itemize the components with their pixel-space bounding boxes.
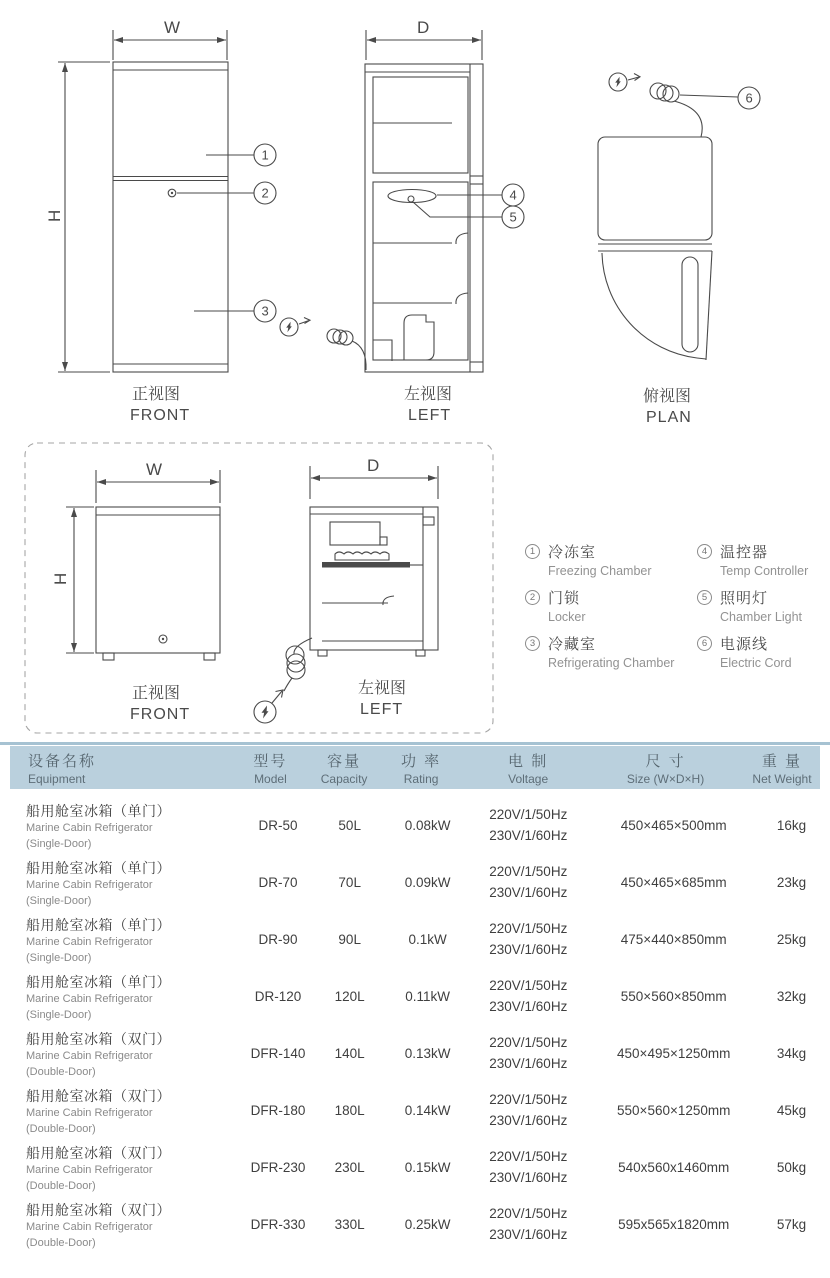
legend-item-freezing-chamber xyxy=(525,541,697,578)
legend-zh: 温控器 xyxy=(720,544,769,561)
header-equipment-en: Equipment xyxy=(28,771,86,786)
capacity-value: 330L xyxy=(334,1217,365,1232)
header-weight-zh: 重 量 xyxy=(761,752,803,770)
power-plug-icon xyxy=(609,73,640,91)
equipment-door-type: (Double-Door) xyxy=(26,1180,96,1192)
legend-zh: 冷藏室 xyxy=(548,636,597,653)
voltage-line-2: 230V/1/60Hz xyxy=(489,998,568,1014)
voltage-cell xyxy=(474,805,588,847)
equipment-name-en: Marine Cabin Refrigerator xyxy=(26,879,153,891)
small-left-cabinet-outline xyxy=(310,507,438,650)
voltage-line-2: 230V/1/60Hz xyxy=(489,1226,568,1242)
front-caption-en: FRONT xyxy=(130,407,191,424)
table-row xyxy=(0,1082,830,1139)
model-value: DR-70 xyxy=(258,875,298,890)
legend-zh: 冷冻室 xyxy=(548,544,597,561)
legend-en: Electric Cord xyxy=(720,656,792,670)
equipment-door-type: (Single-Door) xyxy=(26,1009,92,1021)
equipment-name-en: Marine Cabin Refrigerator xyxy=(26,1050,153,1062)
table-header-row xyxy=(10,746,820,789)
power-plug-icon xyxy=(280,318,310,337)
rating-value: 0.25kW xyxy=(404,1217,451,1232)
door-handle-shape xyxy=(682,257,698,352)
model-value: DFR-230 xyxy=(250,1160,306,1175)
header-weight-en: Net Weight xyxy=(752,771,812,786)
table-row xyxy=(0,1139,830,1196)
spec-table xyxy=(0,742,830,1253)
legend-column-1 xyxy=(525,541,697,679)
legend-num-6: 6 xyxy=(697,636,712,651)
equipment-name-zh: 船用舱室冰箱（单门） xyxy=(26,974,171,990)
spec-table-body xyxy=(0,797,830,1253)
small-front-width-label: W xyxy=(146,460,163,479)
header-model xyxy=(228,750,314,786)
legend-item-refrigerating-chamber xyxy=(525,633,697,670)
equipment-door-type: (Double-Door) xyxy=(26,1237,96,1249)
small-front-cabinet-outline xyxy=(96,507,220,653)
header-rating-zh: 功 率 xyxy=(401,752,442,770)
equipment-cell xyxy=(0,1143,238,1192)
evaporator-box-shape xyxy=(330,522,380,545)
size-value: 550×560×850mm xyxy=(620,989,727,1004)
size-value: 540x560x1460mm xyxy=(618,1160,730,1175)
legend-item-locker xyxy=(525,587,697,624)
plan-caption-zh: 俯视图 xyxy=(643,388,692,405)
legend-num-1: 1 xyxy=(525,544,540,559)
voltage-line-2: 230V/1/60Hz xyxy=(489,941,568,957)
voltage-cell xyxy=(474,1033,588,1075)
left-caption-en: LEFT xyxy=(408,407,452,424)
left-cabinet-outline xyxy=(365,64,483,372)
plan-caption-en: PLAN xyxy=(646,409,692,426)
legend-column-2 xyxy=(697,541,808,679)
shelf-bar-shape xyxy=(322,562,410,568)
rating-value: 0.11kW xyxy=(405,989,450,1004)
legend-en: Locker xyxy=(548,610,586,624)
voltage-cell xyxy=(474,919,588,961)
weight-value: 16kg xyxy=(776,818,807,833)
left-view-drawing xyxy=(365,18,524,424)
header-capacity xyxy=(313,750,375,786)
weight-value: 34kg xyxy=(776,1046,807,1061)
model-value: DFR-330 xyxy=(250,1217,306,1232)
header-voltage-en: Voltage xyxy=(508,771,549,786)
equipment-door-type: (Double-Door) xyxy=(26,1066,96,1078)
model-value: DFR-180 xyxy=(250,1103,306,1118)
equipment-name-zh: 船用舱室冰箱（双门） xyxy=(26,1088,171,1104)
header-capacity-en: Capacity xyxy=(320,771,368,786)
equipment-name-zh: 船用舱室冰箱（双门） xyxy=(26,1202,171,1218)
door-swing-arc xyxy=(602,253,697,358)
capacity-value: 90L xyxy=(338,932,361,947)
front-view-drawing xyxy=(45,18,366,424)
capacity-value: 120L xyxy=(334,989,365,1004)
legend-en: Refrigerating Chamber xyxy=(548,656,675,670)
small-front-caption-zh: 正视图 xyxy=(132,685,181,702)
weight-value: 50kg xyxy=(776,1160,807,1175)
weight-value: 23kg xyxy=(776,875,807,890)
legend-num-2: 2 xyxy=(525,590,540,605)
header-model-en: Model xyxy=(254,771,287,786)
left-caption-zh: 左视图 xyxy=(404,386,453,403)
model-value: DR-120 xyxy=(254,989,302,1004)
voltage-line-1: 220V/1/50Hz xyxy=(489,806,568,822)
small-front-caption-en: FRONT xyxy=(130,706,191,723)
voltage-line-1: 220V/1/50Hz xyxy=(489,863,568,879)
table-top-rule xyxy=(0,742,830,745)
legend-item-electric-cord xyxy=(697,633,808,670)
rating-value: 0.1kW xyxy=(408,932,447,947)
header-size xyxy=(577,750,744,786)
table-row xyxy=(0,1025,830,1082)
rating-value: 0.08kW xyxy=(404,818,451,833)
voltage-line-1: 220V/1/50Hz xyxy=(489,1091,568,1107)
weight-value: 25kg xyxy=(776,932,807,947)
callout-4: 4 xyxy=(509,187,517,203)
small-left-caption-zh: 左视图 xyxy=(358,680,407,697)
header-model-zh: 型号 xyxy=(253,752,288,770)
voltage-cell xyxy=(474,1090,588,1132)
capacity-value: 140L xyxy=(334,1046,365,1061)
voltage-line-2: 230V/1/60Hz xyxy=(489,1112,568,1128)
header-voltage-zh: 电 制 xyxy=(508,752,549,770)
legend-zh: 电源线 xyxy=(720,636,769,653)
callout-5: 5 xyxy=(509,209,517,225)
header-size-en: Size (W×D×H) xyxy=(626,771,705,786)
coiled-cord-icon xyxy=(284,638,312,691)
voltage-line-2: 230V/1/60Hz xyxy=(489,1055,568,1071)
compressor-shape xyxy=(404,315,434,360)
plan-view-drawing xyxy=(598,73,760,426)
equipment-name-en: Marine Cabin Refrigerator xyxy=(26,936,153,948)
rating-value: 0.14kW xyxy=(404,1103,451,1118)
model-value: DFR-140 xyxy=(250,1046,306,1061)
voltage-line-1: 220V/1/50Hz xyxy=(489,1034,568,1050)
table-row xyxy=(0,854,830,911)
callout-6: 6 xyxy=(745,90,753,106)
rating-value: 0.09kW xyxy=(404,875,451,890)
capacity-value: 230L xyxy=(334,1160,365,1175)
legend-num-3: 3 xyxy=(525,636,540,651)
equipment-cell xyxy=(0,972,238,1021)
equipment-cell xyxy=(0,858,238,907)
equipment-cell xyxy=(0,1086,238,1135)
voltage-cell xyxy=(474,1147,588,1189)
equipment-name-en: Marine Cabin Refrigerator xyxy=(26,1221,153,1233)
table-row xyxy=(0,911,830,968)
light-bulb-shape xyxy=(408,196,414,202)
rating-value: 0.15kW xyxy=(404,1160,451,1175)
small-front-height-label: H xyxy=(51,572,70,585)
equipment-name-en: Marine Cabin Refrigerator xyxy=(26,1107,153,1119)
front-cabinet-outline xyxy=(113,62,228,372)
capacity-value: 70L xyxy=(338,875,361,890)
equipment-name-zh: 船用舱室冰箱（单门） xyxy=(26,860,171,876)
equipment-door-type: (Double-Door) xyxy=(26,1123,96,1135)
equipment-door-type: (Single-Door) xyxy=(26,952,92,964)
equipment-name-en: Marine Cabin Refrigerator xyxy=(26,1164,153,1176)
equipment-name-en: Marine Cabin Refrigerator xyxy=(26,993,153,1005)
equipment-cell xyxy=(0,915,238,964)
equipment-name-en: Marine Cabin Refrigerator xyxy=(26,822,153,834)
capacity-value: 50L xyxy=(338,818,361,833)
voltage-line-2: 230V/1/60Hz xyxy=(489,884,568,900)
legend-en: Temp Controller xyxy=(720,564,809,578)
table-row xyxy=(0,797,830,854)
power-plug-icon xyxy=(254,690,283,723)
callout-1: 1 xyxy=(261,147,269,163)
size-value: 450×465×500mm xyxy=(620,818,727,833)
model-value: DR-90 xyxy=(258,932,298,947)
header-voltage xyxy=(467,750,577,786)
legend-en: Chamber Light xyxy=(720,610,802,624)
weight-value: 57kg xyxy=(776,1217,807,1232)
table-row xyxy=(0,1196,830,1253)
size-value: 550×560×1250mm xyxy=(617,1103,731,1118)
legend-zh: 照明灯 xyxy=(720,590,769,607)
callout-2: 2 xyxy=(261,185,269,201)
equipment-name-zh: 船用舱室冰箱（单门） xyxy=(26,803,171,819)
front-width-label: W xyxy=(164,18,181,37)
front-caption-zh: 正视图 xyxy=(132,386,181,403)
voltage-cell xyxy=(474,862,588,904)
front-height-label: H xyxy=(45,209,64,222)
size-value: 595x565x1820mm xyxy=(618,1217,730,1232)
voltage-cell xyxy=(474,976,588,1018)
header-rating-en: Rating xyxy=(403,771,439,786)
coiled-cord-icon xyxy=(650,83,702,137)
legend-en: Freezing Chamber xyxy=(548,564,652,578)
model-value: DR-50 xyxy=(258,818,298,833)
voltage-cell xyxy=(474,1204,588,1246)
header-size-zh: 尺 寸 xyxy=(645,752,686,770)
weight-value: 32kg xyxy=(776,989,807,1004)
voltage-line-1: 220V/1/50Hz xyxy=(489,1148,568,1164)
equipment-cell xyxy=(0,801,238,850)
legend-num-5: 5 xyxy=(697,590,712,605)
voltage-line-1: 220V/1/50Hz xyxy=(489,920,568,936)
parts-legend xyxy=(525,541,825,679)
header-capacity-zh: 容量 xyxy=(327,752,362,770)
equipment-cell xyxy=(0,1200,238,1249)
equipment-name-zh: 船用舱室冰箱（双门） xyxy=(26,1031,171,1047)
legend-zh: 门锁 xyxy=(548,590,581,607)
voltage-line-1: 220V/1/50Hz xyxy=(489,1205,568,1221)
equipment-door-type: (Single-Door) xyxy=(26,838,92,850)
header-rating xyxy=(375,750,467,786)
size-value: 450×465×685mm xyxy=(620,875,727,890)
top-views-drawing xyxy=(0,0,830,433)
small-left-depth-label: D xyxy=(367,456,380,475)
size-value: 475×440×850mm xyxy=(620,932,727,947)
capacity-value: 180L xyxy=(334,1103,365,1118)
small-left-view-drawing xyxy=(310,456,438,718)
legend-item-temp-controller xyxy=(697,541,808,578)
equipment-name-zh: 船用舱室冰箱（单门） xyxy=(26,917,171,933)
weight-value: 45kg xyxy=(776,1103,807,1118)
header-equipment xyxy=(10,750,228,786)
callout-3: 3 xyxy=(261,303,269,319)
table-row xyxy=(0,968,830,1025)
plan-body-outline xyxy=(598,137,712,240)
rating-value: 0.13kW xyxy=(404,1046,451,1061)
coiled-cord-icon xyxy=(327,329,366,370)
voltage-line-2: 230V/1/60Hz xyxy=(489,1169,568,1185)
left-depth-label: D xyxy=(417,18,430,37)
header-equipment-zh: 设备名称 xyxy=(28,752,97,770)
equipment-cell xyxy=(0,1029,238,1078)
size-value: 450×495×1250mm xyxy=(617,1046,731,1061)
header-weight xyxy=(744,750,820,786)
voltage-line-2: 230V/1/60Hz xyxy=(489,827,568,843)
ice-tray-shape xyxy=(335,552,389,560)
equipment-name-zh: 船用舱室冰箱（双门） xyxy=(26,1145,171,1161)
legend-num-4: 4 xyxy=(697,544,712,559)
legend-item-chamber-light xyxy=(697,587,808,624)
small-left-caption-en: LEFT xyxy=(360,701,404,718)
equipment-door-type: (Single-Door) xyxy=(26,895,92,907)
voltage-line-1: 220V/1/50Hz xyxy=(489,977,568,993)
small-front-view-drawing xyxy=(51,460,220,723)
